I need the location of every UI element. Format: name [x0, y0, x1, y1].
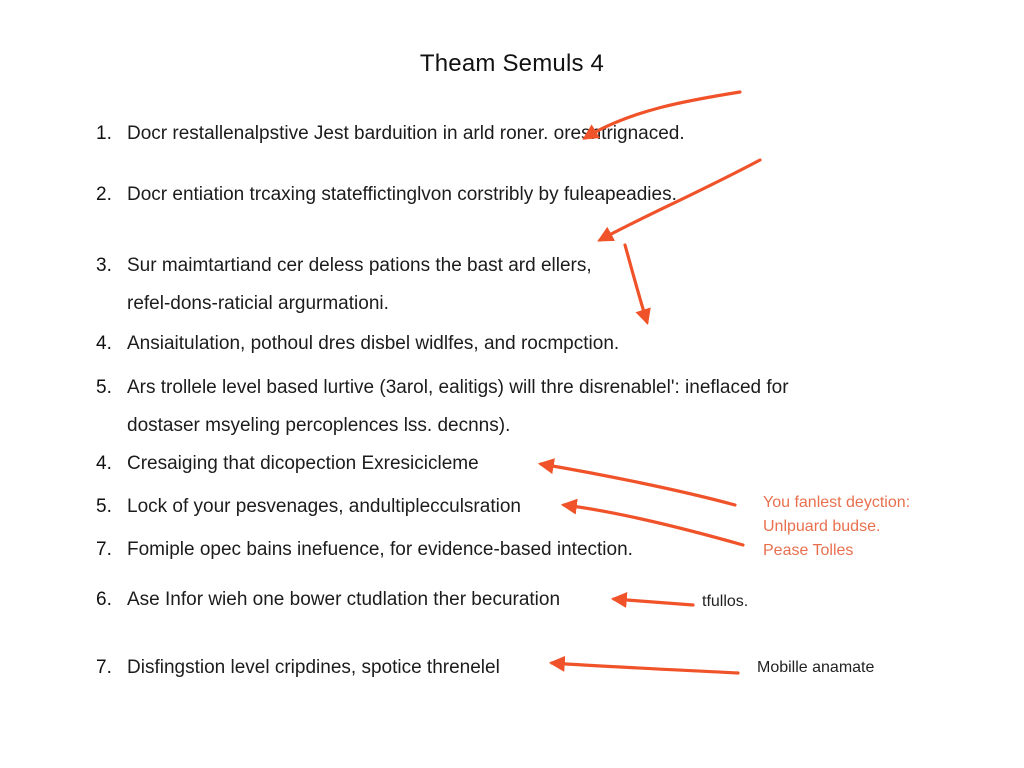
- arrow-3: [625, 245, 647, 322]
- list-item-5: [96, 376, 789, 400]
- list-item-4: [96, 332, 619, 356]
- list-item-9: [96, 588, 560, 612]
- annotation-note-line-2: Unlpuard budse.: [763, 518, 881, 535]
- annotation-note-line-3: Pease Tolles: [763, 542, 854, 559]
- item-text: Lock of your pesvenages, andultiplecculsration: [127, 496, 521, 517]
- item-text: Sur maimtartiand cer deless pations the bast ard ellers,: [127, 255, 592, 276]
- item-text: Ansiaitulation, pothoul dres disbel widlfes, and rocmpction.: [127, 333, 620, 354]
- item-text: Docr restallenalpstive Jest barduition in arld roner. oresntrignaced.: [127, 123, 685, 144]
- list-item-6: [96, 452, 479, 476]
- item-number: 2.: [96, 184, 112, 205]
- item-number: 7.: [96, 539, 112, 560]
- item-number: 4.: [96, 333, 112, 354]
- item-number: 7.: [96, 657, 112, 678]
- item-number: 6.: [96, 589, 112, 610]
- item-number: 4.: [96, 453, 112, 474]
- list-item-10: [96, 656, 500, 680]
- list-item-8: [96, 538, 633, 562]
- page-title: Theam Semuls 4: [419, 50, 605, 77]
- item-text: Ars trollele level based lurtive (3arol, ealitigs) will thre disrenablel': ineflaced for: [127, 377, 789, 398]
- item-text: Ase Infor wieh one bower ctudlation ther becuration: [127, 589, 561, 610]
- item-number: 5.: [96, 496, 112, 517]
- list-item-2: [96, 183, 677, 207]
- list-item-3: [96, 254, 592, 278]
- item-number: 3.: [96, 255, 112, 276]
- annotation-tfullos: tfullos.: [702, 593, 749, 610]
- arrow-6: [614, 599, 693, 605]
- item-text: Cresaiging that dicopection Exresicicleme: [127, 453, 479, 474]
- list-item-5-continuation: dostaser msyeling percoplences lss. decnns).: [127, 415, 511, 436]
- item-text: Disfingstion level cripdines, spotice threnelel: [127, 657, 500, 678]
- annotation-mobille: Mobille anamate: [757, 659, 875, 676]
- item-number: 1.: [96, 123, 112, 144]
- list-item-3-continuation: refel-dons-raticial argurmationi.: [127, 293, 389, 314]
- annotation-note-line-1: You fanlest deyction:: [763, 494, 911, 511]
- item-text: Fomiple opec bains inefuence, for evidence-based intection.: [127, 539, 633, 560]
- item-number: 5.: [96, 377, 112, 398]
- list-item-7: [96, 495, 521, 519]
- arrow-7: [552, 663, 738, 673]
- arrow-4: [541, 464, 735, 505]
- list-item-1: [96, 122, 685, 146]
- item-text: Docr entiation trcaxing stateffictinglvon corstribly by fuleapeadies.: [127, 184, 677, 205]
